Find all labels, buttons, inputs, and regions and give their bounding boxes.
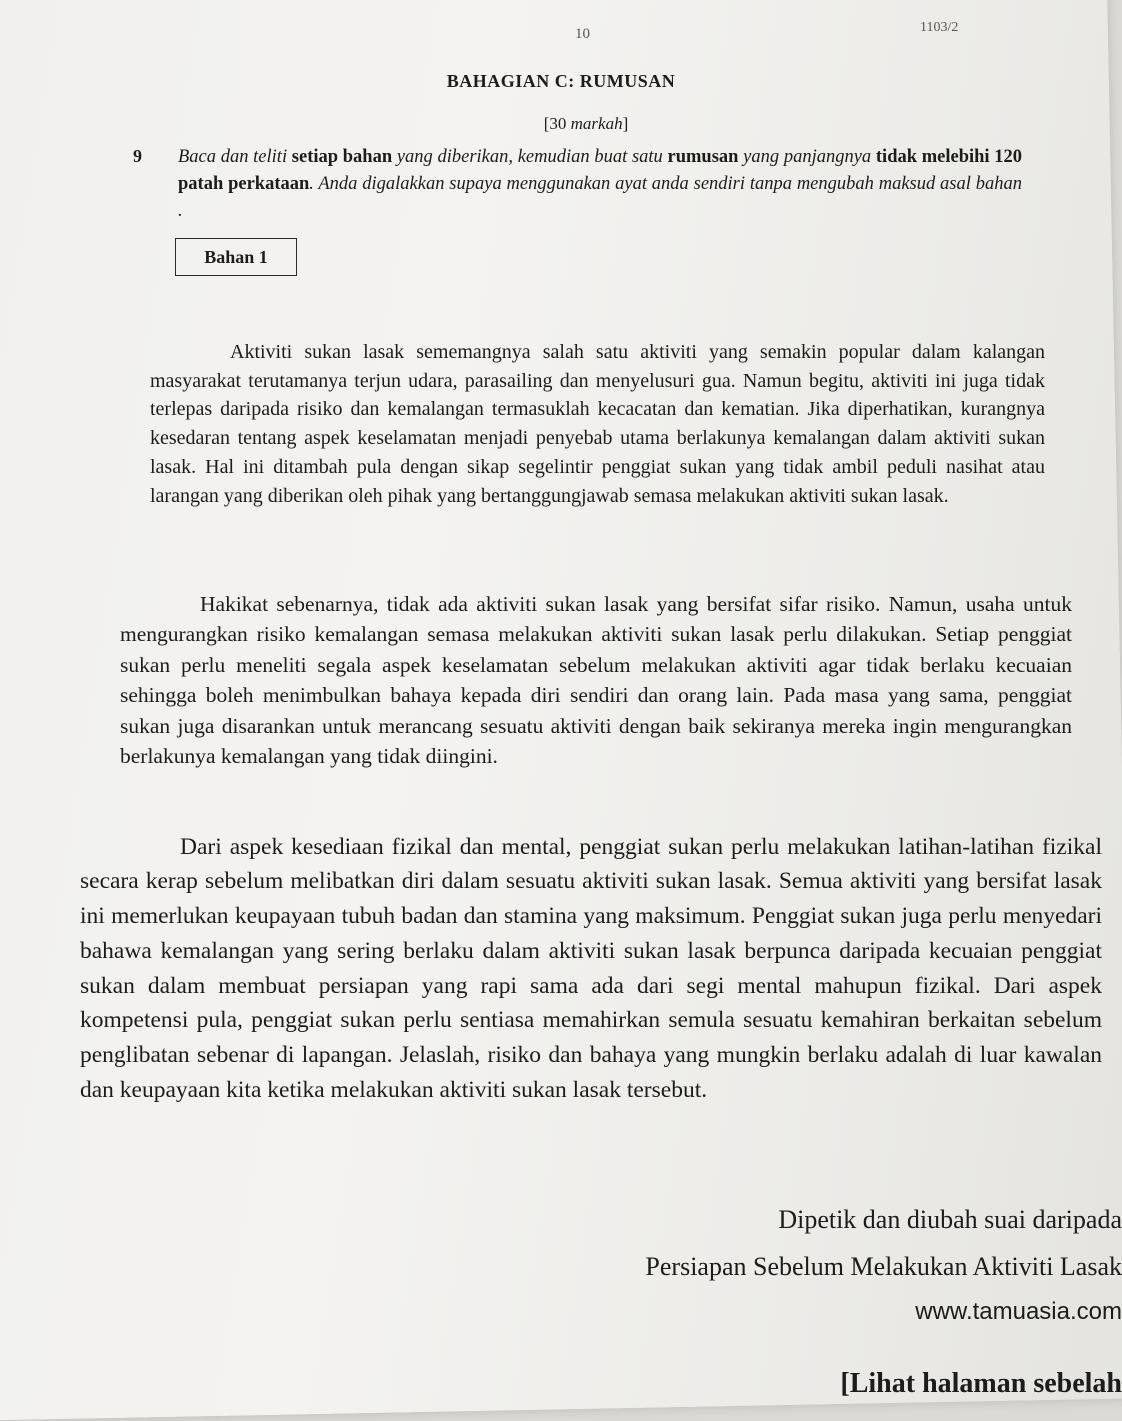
- section-title: BAHAGIAN C: RUMUSAN: [446, 71, 676, 91]
- instruction-part: Baca dan teliti: [178, 147, 292, 167]
- next-page-note: [Lihat halaman sebelah: [840, 1368, 1122, 1399]
- paragraph-1: Aktiviti sukan lasak sememangnya salah satu aktiviti yang semakin popular dalam kalangan masyarakat terutamanya terjun udara, parasailing dan menyelusuri gua. Namun begitu, aktiviti ini juga tidak terlepas daripada risiko dan kemalangan termasuklah kecacatan dan kematian. Jika diperhatikan, kurangnya kesedaran tentang aspek keselamatan menjadi penyebab utama berlakunya kemalangan dalam aktiviti sukan lasak. Hal ini ditambah pula dengan sikap segelintir penggiat sukan yang tidak ambil peduli nasihat atau larangan yang diberikan oleh pihak yang bertanggungjawab semasa melakukan aktiviti sukan lasak.: [150, 341, 1045, 507]
- paragraph-3: Dari aspek kesediaan fizikal dan mental, penggiat sukan perlu melakukan latihan-latihan fizikal secara kerap sebelum melibatkan diri dalam sesuatu aktiviti sukan lasak. Semua aktiviti yang bersifat lasak ini memerlukan keupayaan tubuh badan dan stamina yang maksimum. Penggiat sukan juga perlu menyedari bahawa kemalangan yang sering berlaku dalam aktiviti sukan lasak berpunca daripada kecuaian penggiat sukan dalam membuat persiapan yang rapi sama ada dari segi mental mahupun fizikal. Dari aspek kompetensi pula, penggiat sukan perlu sentiasa memahirkan semula sesuatu kemahiran berkaitan sebelum penglibatan sebenar di lapangan. Jelaslah, risiko dan bahaya yang mungkin berlaku adalah di luar kawalan dan keupayaan kita ketika melakukan aktiviti sukan lasak tersebut.: [80, 833, 1102, 1104]
- instruction-part: yang panjangnya: [738, 147, 876, 167]
- question-instruction: [178, 144, 1022, 225]
- marks-allocation: [0, 114, 1122, 134]
- paragraph-2: Hakikat sebenarnya, tidak ada aktiviti sukan lasak yang bersifat sifar risiko. Namun, usaha untuk mengurangkan risiko kemalangan semasa melakukan aktiviti sukan lasak perlu dilakukan. Setiap penggiat sukan perlu meneliti segala aspek keselamatan sebelum melakukan aktiviti agar tidak berlaku kecuaian sehingga boleh menimbulkan bahaya kepada diri sendiri dan orang lain. Pada masa yang sama, penggiat sukan juga disarankan untuk merancang sesuatu aktiviti dengan baik sekiranya mereka ingin mengurangkan berlakunya kemalangan yang tidak diingini.: [120, 591, 1072, 769]
- instruction-bold: rumusan: [667, 147, 739, 167]
- question-number: 9: [133, 146, 142, 166]
- instruction-part: . Anda digalakkan supaya menggunakan ayat anda sendiri tanpa mengubah maksud asal bahan .: [178, 174, 1022, 221]
- instruction-bold: tidak melebihi 120 patah perkataan: [178, 147, 1023, 194]
- instruction-bold: setiap bahan: [291, 147, 393, 167]
- marks-open: [30: [543, 114, 571, 133]
- material-label: Bahan 1: [175, 238, 297, 276]
- paper-code: 1103/2: [920, 20, 959, 35]
- source-url: www.tamuasia.com: [915, 1298, 1122, 1325]
- source-line-1: Dipetik dan diubah suai daripada: [778, 1205, 1122, 1234]
- marks-close: ]: [622, 114, 629, 133]
- page-number: 10: [575, 26, 590, 42]
- marks-word: markah: [570, 114, 623, 133]
- source-title: Persiapan Sebelum Melakukan Aktiviti Lasak: [645, 1252, 1122, 1281]
- instruction-part: yang diberikan, kemudian buat satu: [392, 147, 668, 167]
